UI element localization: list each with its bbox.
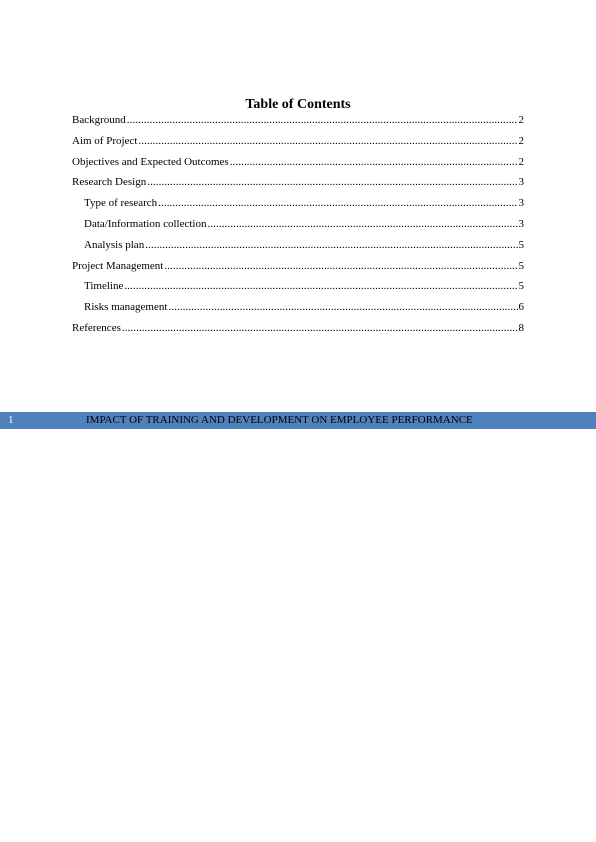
toc-entry-label: Background xyxy=(72,114,126,126)
dot-leader xyxy=(145,238,517,252)
dot-leader xyxy=(164,259,517,273)
toc-entry-research-design[interactable] xyxy=(72,174,524,195)
toc-entry-page: 2 xyxy=(518,114,524,126)
toc-entry-objectives[interactable] xyxy=(72,154,524,175)
toc-entry-references[interactable] xyxy=(72,320,524,341)
page-number: 1 xyxy=(8,414,14,426)
dot-leader xyxy=(158,196,517,210)
dot-leader xyxy=(168,300,517,314)
dot-leader xyxy=(122,321,518,335)
toc-entry-label: Project Management xyxy=(72,259,164,272)
toc-entry-timeline[interactable] xyxy=(72,278,524,299)
toc-title: Table of Contents xyxy=(245,97,351,112)
toc-entry-label: Aim of Project xyxy=(72,134,138,147)
toc-entry-label: Research Design xyxy=(72,176,147,189)
toc-entry-aim-of-project[interactable] xyxy=(72,133,524,154)
dot-leader xyxy=(230,155,518,169)
toc-entry-page: 8 xyxy=(518,321,524,334)
dot-leader xyxy=(127,113,518,127)
toc-entry-label: Risks management xyxy=(84,301,168,314)
toc-entry-data-collection[interactable] xyxy=(72,216,524,237)
toc-entry-label: Data/Information collection xyxy=(84,217,207,230)
toc-entry-page: 2 xyxy=(518,134,524,147)
running-title: IMPACT OF TRAINING AND DEVELOPMENT ON EMPLOYEE PERFORMANCE xyxy=(86,414,473,426)
dot-leader xyxy=(124,279,517,293)
toc-entry-type-of-research[interactable] xyxy=(72,195,524,216)
toc-entry-page: 2 xyxy=(518,155,524,168)
dot-leader xyxy=(138,134,517,148)
toc-entry-page: 5 xyxy=(518,259,524,272)
toc-entry-page: 3 xyxy=(518,176,524,189)
toc-entry-project-management[interactable] xyxy=(72,258,524,279)
toc-entry-page: 3 xyxy=(518,197,524,210)
dot-leader xyxy=(147,175,517,189)
toc-entry-background[interactable] xyxy=(72,112,524,133)
toc-entry-label: References xyxy=(72,321,121,334)
toc-entry-label: Analysis plan xyxy=(84,238,145,251)
toc-entry-page: 5 xyxy=(518,280,524,293)
toc-entry-page: 3 xyxy=(518,217,524,230)
toc-entry-label: Type of research xyxy=(84,197,158,210)
toc-entry-label: Objectives and Expected Outcomes xyxy=(72,155,229,168)
toc-entry-risks-management[interactable] xyxy=(72,299,524,320)
page-footer-bar xyxy=(0,412,596,429)
toc-entry-analysis-plan[interactable] xyxy=(72,237,524,258)
table-of-contents xyxy=(72,112,524,341)
dot-leader xyxy=(207,217,517,231)
toc-entry-page: 5 xyxy=(518,238,524,251)
toc-entry-label: Timeline xyxy=(84,280,124,293)
toc-entry-page: 6 xyxy=(518,301,524,314)
